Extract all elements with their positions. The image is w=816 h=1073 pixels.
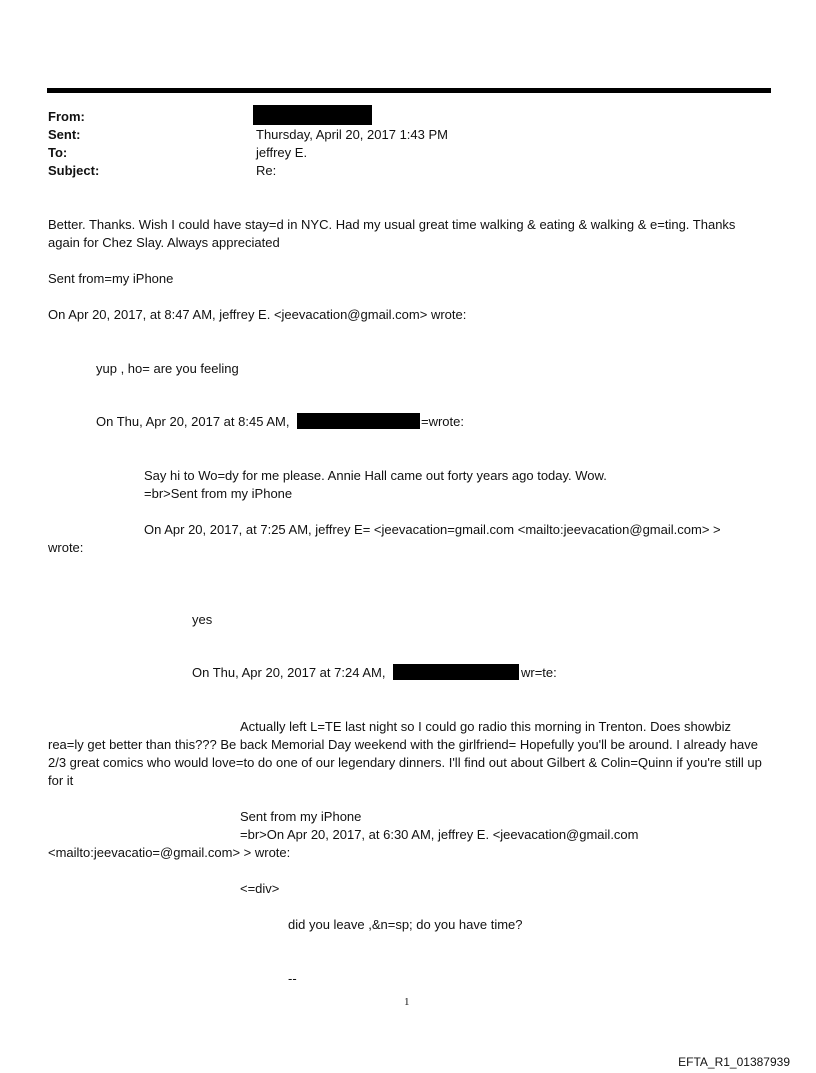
sent-from-line: Sent from=my iPhone: [48, 271, 174, 286]
quote-header-3: On Apr 20, 2017, at 7:25 AM, jeffrey E= <jeevacation=gmail.com <mailto:jeevacation@gmail.com> >: [144, 522, 721, 537]
quote-header-4-end: wr=te:: [521, 665, 557, 680]
header-rule: [47, 88, 771, 93]
to-label: To:: [48, 145, 68, 160]
quoted-message-2-line-1: Say hi to Wo=dy for me please. Annie Hall came out forty years ago today. Wow.: [144, 468, 607, 483]
quote-header-5: =br>On Apr 20, 2017, at 6:30 AM, jeffrey E. <jeevacation@gmail.com: [240, 827, 639, 842]
from-redaction: [253, 105, 372, 125]
signature-separator: --: [288, 971, 297, 986]
quoted-message-5: did you leave ,&n=sp; do you have time?: [288, 917, 523, 932]
sender-redaction-1: [297, 413, 420, 429]
quoted-message-4-line-1: Actually left L=TE last night so I could go radio this morning in Trenton. Does showbiz: [240, 719, 732, 734]
page-number: 1: [404, 996, 410, 1008]
quote-header-1: On Apr 20, 2017, at 8:47 AM, jeffrey E. <jeevacation@gmail.com> wrote:: [48, 307, 467, 322]
quoted-reply-3: yes: [192, 612, 213, 627]
quote-header-3-wrote: wrote:: [48, 540, 84, 555]
body-paragraph-1: Better. Thanks. Wish I could have stay=d in NYC. Had my usual great time walking & eating & walking & e=ting. Thanks again for Chez Slay. Always appreciated: [48, 217, 736, 250]
subject-label: Subject:: [48, 163, 100, 178]
quoted-reply-1: yup , ho= are you feeling: [96, 361, 239, 376]
sent-label: Sent:: [48, 127, 81, 142]
subject-value: Re:: [256, 163, 277, 178]
from-label: From:: [48, 109, 85, 124]
quote-header-4-start: On Thu, Apr 20, 2017 at 7:24 AM,: [192, 665, 386, 680]
sender-redaction-2: [393, 664, 519, 680]
quote-header-2-end: =wrote:: [421, 414, 464, 429]
quote-header-5-wrote: <mailto:jeevacatio=@gmail.com> > wrote:: [48, 845, 291, 860]
quoted-message-4-body: rea=ly get better than this??? Be back Memorial Day weekend with the girlfriend= Hopefully you'll be around. I already have 2/3 great comics who would love=to do one of our legendary dinners. I'll find out about Gilbert & Colin=Quinn if you're still up for it: [48, 737, 762, 788]
quoted-sent-from: Sent from my iPhone: [240, 809, 362, 824]
document-id: EFTA_R1_01387939: [678, 1055, 790, 1069]
quoted-message-2-line-2: =br>Sent from my iPhone: [144, 486, 293, 501]
to-value: jeffrey E.: [256, 145, 308, 160]
div-artifact: <=div>: [240, 881, 280, 896]
sent-value: Thursday, April 20, 2017 1:43 PM: [256, 127, 448, 142]
quote-header-2-start: On Thu, Apr 20, 2017 at 8:45 AM,: [96, 414, 290, 429]
